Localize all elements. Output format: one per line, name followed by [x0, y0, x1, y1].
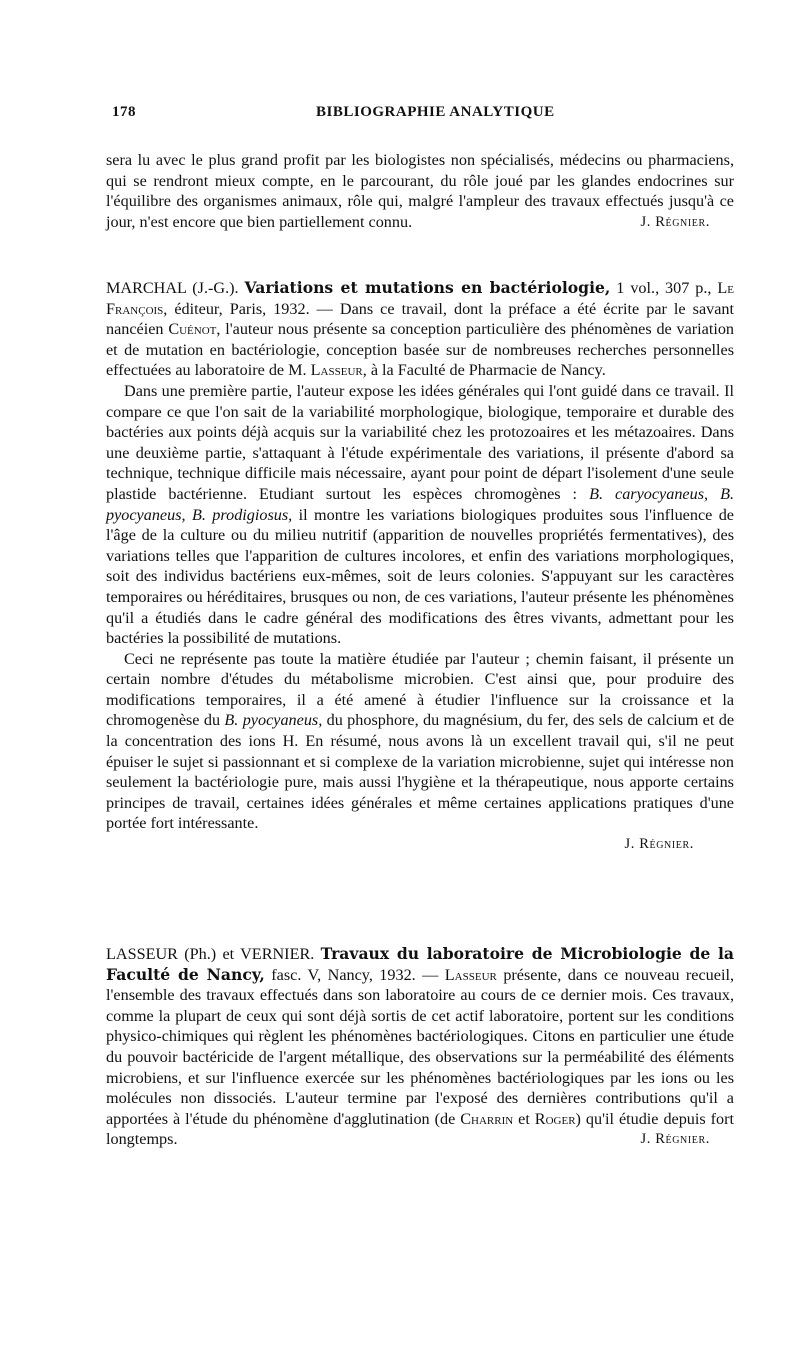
person-name: Lasseur: [444, 965, 497, 984]
page-number: 178: [112, 104, 136, 120]
person-name: Charrin: [460, 1109, 514, 1128]
review-continuation-text: sera lu avec le plus grand profit par les biologistes non spécialisés, médecins ou pharmaciens, qui se rendront mieux compte, en le parcourant, du rôle joué par les glandes endocrines sur l'équilibre des organismes animaux, rôle qui, malgré l'ampleur des travaux effectués jusqu'à ce jour, n'est encore que bien partiellement connu. J. Régnier.: [106, 151, 734, 231]
review-continuation: [106, 150, 734, 232]
species-name: B. pyocyaneus,: [106, 484, 735, 524]
review-signature: J. Régnier.: [624, 836, 694, 853]
review-paragraph-1: LASSEUR (Ph.) et VERNIER. Travaux du laboratoire de Microbiologie de la Faculté de Nancy, fasc. V, Nancy, 1932. — Lasseur présente, dans ce nouveau recueil, l'ensemble des travaux effectués dans son laboratoire au cours de ce dernier mois. Ces travaux, comme la plupart de ceux qui sont déjà sortis de cet actif laboratoire, portent sur les conditions physico-chimiques qui règlent les phénomènes bactériologiques. Citons en particulier une étude du pouvoir bactéricide de l'argent métallique, des observations sur la perméabilité des éléments microbiens, et sur l'influence exercée sur les phénomènes bactériologiques par les ions ou les molécules non dissociés. L'auteur termine par l'exposé des dernières contributions qu'il a apportées à l'étude du phénomène d'agglutination (de Charrin et Roger) qu'il étudie depuis fort longtemps. J. Régnier.: [106, 944, 735, 1149]
review-author: LASSEUR (Ph.) et VERNIER.: [106, 945, 315, 963]
species-name: B. caryocyaneus,: [589, 484, 709, 503]
publisher-name: Le François,: [106, 279, 735, 318]
review-paragraph-3: Ceci ne représente pas toute la matière étudiée par l'auteur ; chemin faisant, il présente un certain nombre d'études du métabolisme microbien. C'est ainsi que, pour produire des modifications temporaires, il a été amené à étudier l'influence sur la croissance et la chromogenèse du B. pyocyaneus, du phosphore, du magnésium, du fer, des sels de calcium et de la concentration des ions H. En résumé, nous avons là un excellent travail qui, s'il ne peut épuiser le sujet si passionnant et si complexe de la variation microbienne, sujet qui intéresse non seulement la bactériologie pure, mais aussi l'hygiène et la thérapeutique, nous apporte certains principes de travail, certaines idées générales et même certaines applications pratiques d'une portée fort intéressante.: [106, 649, 734, 833]
species-name: B. pyocyaneus,: [224, 711, 323, 730]
review-paragraph-1: MARCHAL (J.-G.). Variations et mutations en bactériologie, 1 vol., 307 p., Le François, éditeur, Paris, 1932. — Dans ce travail, dont la préface a été écrite par le savant nancéien Cuénot, l'auteur nous présente sa conception particulière des phénomènes de variation et de mutation en bactériologie, conception basée sur de nombreuses recherches personnelles effectuées au laboratoire de M. Lasseur, à la Faculté de Pharmacie de Nancy.: [106, 278, 735, 380]
review-signature: J. Régnier.: [640, 213, 710, 230]
review-author: MARCHAL (J.-G.).: [106, 279, 239, 297]
review-paragraph-2: Dans une première partie, l'auteur expose les idées générales qui l'ont guidé dans ce travail. Il compare ce que l'on sait de la variabilité morphologique, biologique, temporaire et durable des bactéries aux points déjà acquis sur la variabilité chez les protozoaires et les métazoaires. Dans une deuxième partie, s'attaquant à l'étude expérimentale des variations, il présente d'abord sa technique, technique difficile mais nécessaire, ayant pour point de départ l'isolement d'une seule plastide bactérienne. Etudiant surtout les espèces chromogènes : B. caryocyaneus, B. pyocyaneus, B. prodigiosus, il montre les variations biologiques produites sous l'influence de l'âge de la culture ou du milieu nutritif (apparition de nouvelles propriétés fermentatives), des variations telles que l'apparition de cultures incolores, et enfin des variations morphologiques, soit des individus bactériens eux-mêmes, soit de leurs colonies. S'appuyant sur les caractères temporaires ou héréditaires, brusques ou non, de ces variations, l'auteur présente les phénomènes qu'il a étudiés dans le cadre général des modifications des êtres vivants, admettant pour les bactéries la possibilité de mutations.: [106, 381, 735, 648]
review-marchal: [106, 278, 734, 855]
review-book-title: Travaux du laboratoire de Microbiologie de la Faculté de Nancy,: [106, 944, 734, 984]
person-name: Cuénot,: [168, 320, 221, 339]
species-name: B. prodigiosus,: [191, 505, 293, 524]
running-head: [112, 100, 732, 124]
person-name: Roger): [534, 1109, 581, 1128]
journal-title: BIBLIOGRAPHIE ANALYTIQUE: [316, 104, 555, 120]
review-book-title: Variations et mutations en bactériologie,: [244, 278, 611, 297]
review-lasseur-vernier: [106, 944, 734, 1150]
person-name: Lasseur,: [310, 361, 367, 380]
review-signature: J. Régnier.: [640, 1131, 710, 1148]
